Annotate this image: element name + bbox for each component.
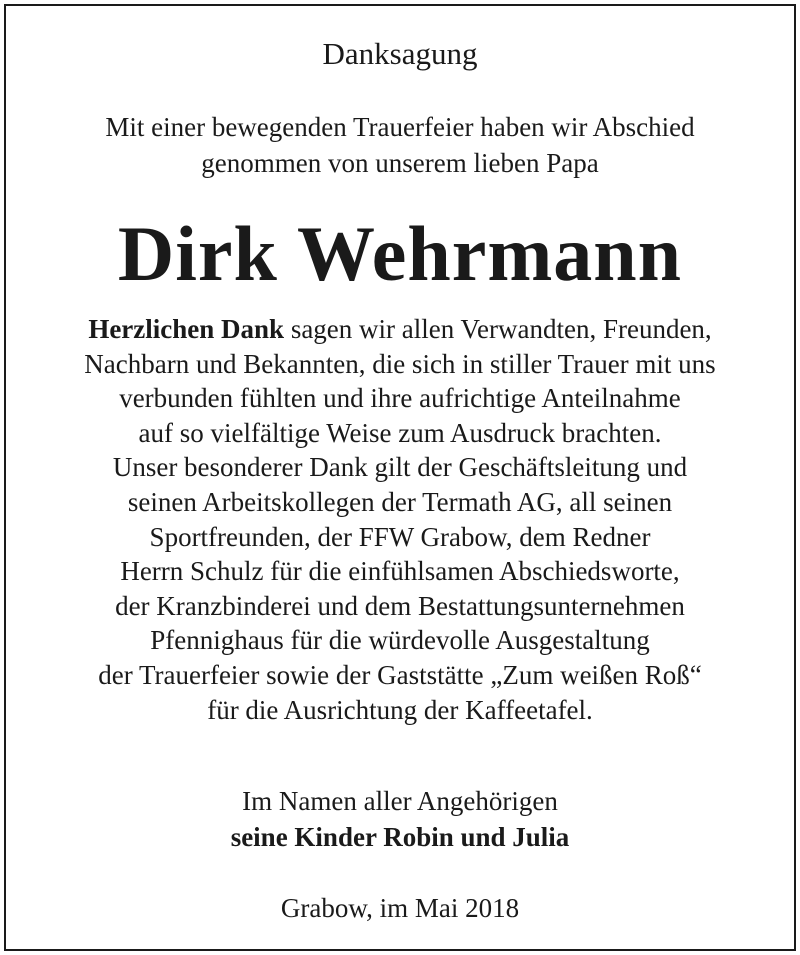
signature-line: Im Namen aller Angehörigen bbox=[242, 786, 558, 816]
thanks-line: Nachbarn und Bekannten, die sich in stiller Trauer mit uns bbox=[84, 348, 716, 379]
thanks-line: der Kranzbinderei und dem Bestattungsunternehmen bbox=[115, 590, 685, 621]
signature-names: seine Kinder Robin und Julia bbox=[230, 822, 570, 852]
thanks-line: seinen Arbeitskollegen der Termath AG, all seinen bbox=[127, 486, 673, 517]
heading: Danksagung bbox=[322, 36, 478, 71]
thanks-line: der Trauerfeier sowie der Gaststätte „Zum weißen Roß“ bbox=[98, 659, 702, 690]
thanks-line: Unser besonderer Dank gilt der Geschäftsleitung und bbox=[112, 452, 688, 483]
thanks-line: Sportfreunden, der FFW Grabow, dem Redner bbox=[149, 521, 651, 552]
place-date: Grabow, im Mai 2018 bbox=[280, 893, 520, 923]
thanks-line: für die Ausrichtung der Kaffeetafel. bbox=[207, 694, 593, 725]
intro-text bbox=[6, 109, 794, 181]
obituary-notice bbox=[4, 4, 796, 951]
thanks-line: auf so vielfältige Weise zum Ausdruck brachten. bbox=[138, 417, 662, 448]
deceased-name: Dirk Wehrmann bbox=[117, 210, 683, 297]
thanks-bold-phrase: Herzlichen Dank bbox=[88, 314, 285, 344]
thanks-line bbox=[6, 312, 794, 347]
intro-line: genommen von unserem lieben Papa bbox=[201, 148, 599, 178]
thanks-text bbox=[6, 312, 794, 727]
thanks-line: verbunden fühlten und ihre aufrichtige Anteilnahme bbox=[119, 383, 681, 414]
signature bbox=[6, 783, 794, 855]
thanks-line: Pfennighaus für die würdevolle Ausgestaltung bbox=[150, 625, 650, 656]
thanks-first-rest: sagen wir allen Verwandten, Freunden, bbox=[284, 314, 712, 344]
intro-line: Mit einer bewegenden Trauerfeier haben wir Abschied bbox=[105, 112, 695, 142]
thanks-line: Herrn Schulz für die einfühlsamen Abschiedsworte, bbox=[120, 556, 680, 587]
